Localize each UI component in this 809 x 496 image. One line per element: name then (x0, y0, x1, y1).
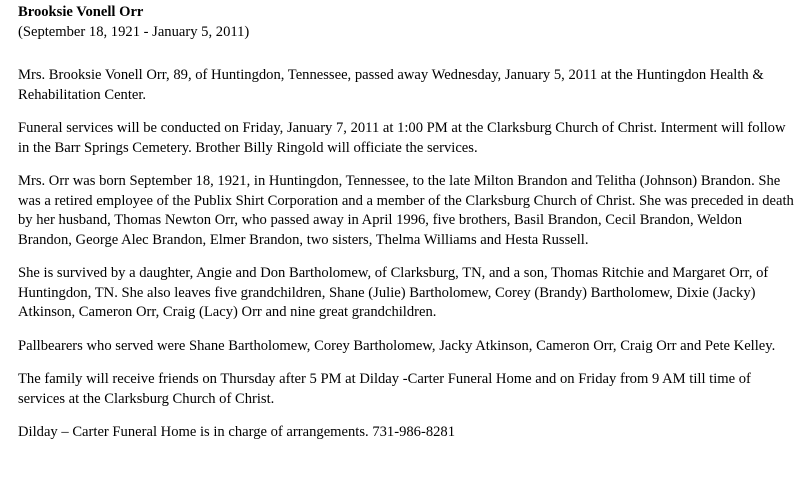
paragraph-biography: Mrs. Orr was born September 18, 1921, in Huntingdon, Tennessee, to the late Milton Brandon and Telitha (Johnson) Brandon. She was a retired employee of the Publix Shirt Corporation and a member of the Clarksburg Church of Christ. She was preceded in death by her husband, Thomas Newton Orr, who passed away in April 1996, five brothers, Basil Brandon, Cecil Brandon, Weldon Brandon, George Alec Brandon, Elmer Brandon, two sisters, Thelma Williams and Hesta Russell. (18, 173, 794, 248)
paragraph-pallbearers: Pallbearers who served were Shane Bartholomew, Corey Bartholomew, Jacky Atkinson, Cameron Orr, Craig Orr and Pete Kelley. (18, 337, 776, 354)
obituary-document (18, 3, 798, 443)
paragraph-survivors: She is survived by a daughter, Angie and Don Bartholomew, of Clarksburg, TN, and a son, Thomas Ritchie and Margaret Orr, of Huntingdon, TN. She also leaves five grandchildren, Shane (Julie) Bartholomew, Corey (Brandy) Bartholomew, Dixie (Jacky) Atkinson, Cameron Orr, Craig (Lacy) Orr and nine great grandchildren. (18, 265, 769, 320)
paragraph-funeral-services: Funeral services will be conducted on Friday, January 7, 2011 at 1:00 PM at the Clarksburg Church of Christ. Interment will follow in the Barr Springs Cemetery. Brother Billy Ringold will officiate the services. (18, 120, 786, 156)
deceased-name: Brooksie Vonell Orr (18, 4, 144, 20)
paragraph-visitation: The family will receive friends on Thursday after 5 PM at Dilday -Carter Funeral Home and on Friday from 9 AM till time of services at the Clarksburg Church of Christ. (18, 371, 751, 407)
paragraph-death-notice: Mrs. Brooksie Vonell Orr, 89, of Huntingdon, Tennessee, passed away Wednesday, January 5, 2011 at the Huntingdon Health & Rehabilitation Center. (18, 67, 764, 103)
paragraph-arrangements: Dilday – Carter Funeral Home is in charge of arrangements. 731-986-8281 (18, 424, 456, 440)
life-dates: (September 18, 1921 - January 5, 2011) (18, 23, 250, 40)
